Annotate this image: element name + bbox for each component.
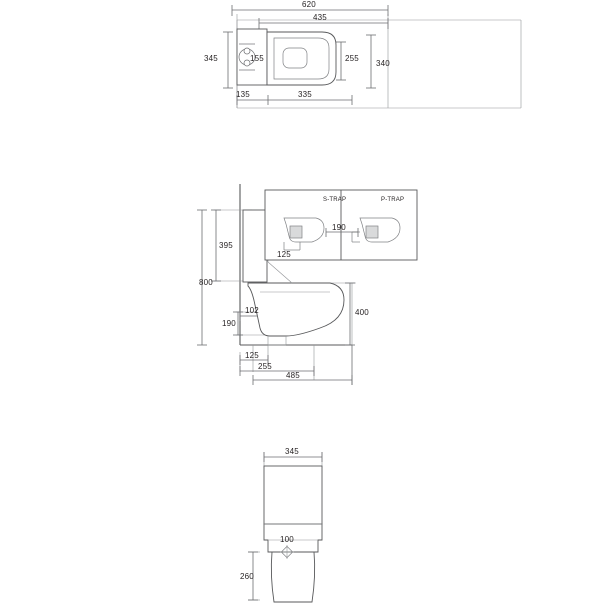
plan-dim-135: 135 (236, 90, 250, 99)
plan-dim-255: 255 (345, 54, 359, 63)
side-dim-800: 800 (199, 278, 213, 287)
plan-dim-345: 345 (204, 54, 218, 63)
side-dim-400: 400 (355, 308, 369, 317)
front-dim-260: 260 (240, 572, 254, 581)
side-dim-125-lower: 125 (245, 351, 259, 360)
side-dim-395: 395 (219, 241, 233, 250)
side-dim-190: 190 (222, 319, 236, 328)
plan-dim-340: 340 (376, 59, 390, 68)
plan-dim-620: 620 (302, 0, 316, 9)
side-dim-255: 255 (258, 362, 272, 371)
side-dim-485: 485 (286, 371, 300, 380)
detail-dim-190: 190 (332, 223, 346, 232)
side-dim-102: 102 (245, 306, 259, 315)
plan-dim-335: 335 (298, 90, 312, 99)
plan-dim-155: 155 (250, 54, 264, 63)
plan-dim-435: 435 (313, 13, 327, 22)
detail-label-p-trap: P-TRAP (381, 197, 405, 203)
front-dim-345: 345 (285, 447, 299, 456)
detail-label-s-trap: S-TRAP (323, 197, 347, 203)
side-dim-125-upper: 125 (277, 250, 291, 259)
front-dim-100: 100 (280, 535, 294, 544)
